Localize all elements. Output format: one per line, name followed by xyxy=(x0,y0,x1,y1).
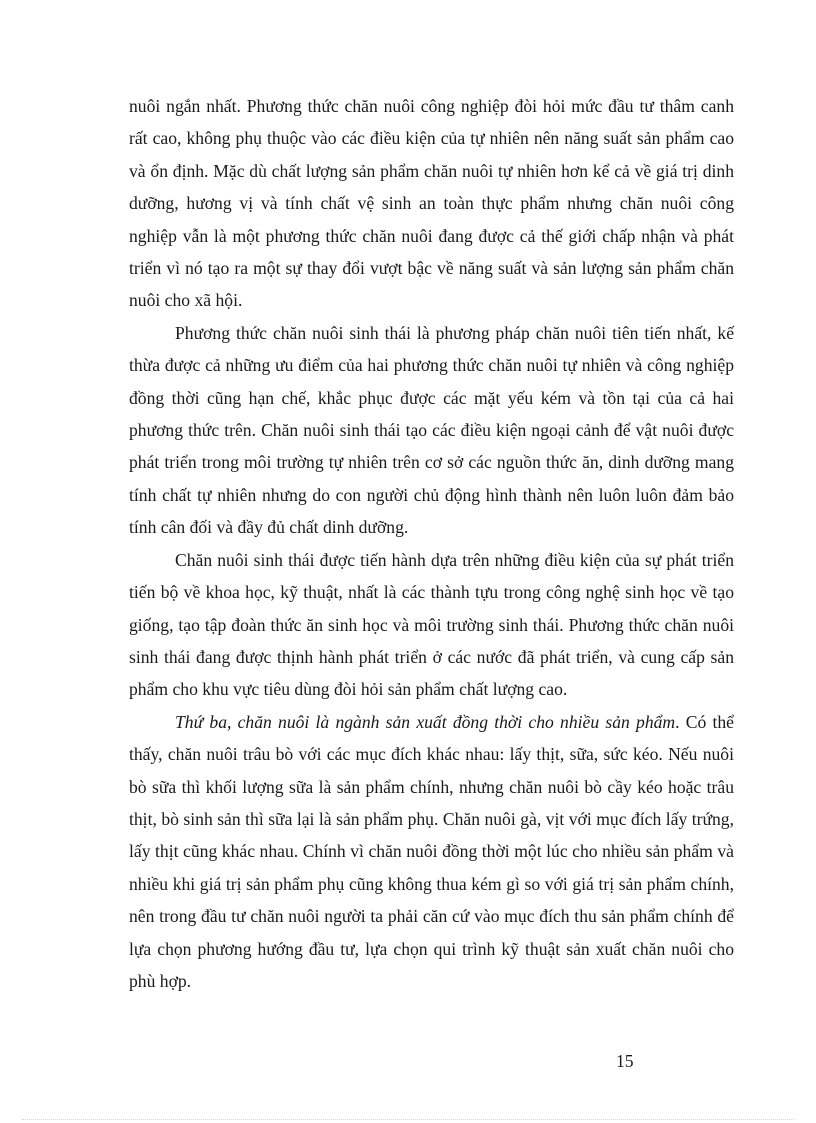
page-number: 15 xyxy=(616,1051,634,1071)
body-text xyxy=(129,90,734,997)
paragraph-body: . Có thể thấy, chăn nuôi trâu bò với các mục đích khác nhau: lấy thịt, sữa, sức kéo. Nếu nuôi bò sữa thì khối lượng sữa là sản phẩm chính, nhưng chăn nuôi bò cầy kéo hoặc trâu thịt, bò sinh sản thì sữa lại là sản phẩm phụ. Chăn nuôi gà, vịt với mục đích lấy trứng, lấy thịt cũng khác nhau. Chính vì chăn nuôi đồng thời một lúc cho nhiều sản phẩm và nhiều khi giá trị sản phẩm phụ cũng không thua kém gì so với giá trị sản phẩm chính, nên trong đầu tư chăn nuôi người ta phải căn cứ vào mục đích thu sản phẩm chính để lựa chọn phương hướng đầu tư, lựa chọn qui trình kỹ thuật sản xuất chăn nuôi cho phù hợp. xyxy=(129,711,734,991)
paragraph-ecological-livestock: Phương thức chăn nuôi sinh thái là phương pháp chăn nuôi tiên tiến nhất, kế thừa được cả những ưu điểm của hai phương thức chăn nuôi tự nhiên và công nghiệp đồng thời cũng hạn chế, khắc phục được các mặt yếu kém và tồn tại của cả hai phương thức trên. Chăn nuôi sinh thái tạo các điều kiện ngoại cảnh để vật nuôi được phát triển trong môi trường tự nhiên trên cơ sở các nguồn thức ăn, dinh dưỡng mang tính chất tự nhiên nhưng do con người chủ động hình thành nên luôn luôn đảm bảo tính cân đối và đầy đủ chất dinh dưỡng. xyxy=(129,322,734,538)
paragraph-third-point xyxy=(129,706,734,998)
page-bottom-divider xyxy=(22,1119,794,1120)
paragraph-ecological-development: Chăn nuôi sinh thái được tiến hành dựa trên những điều kiện của sự phát triển tiến bộ về khoa học, kỹ thuật, nhất là các thành tựu trong công nghệ sinh học về tạo giống, tạo tập đoàn thức ăn sinh học và môi trường sinh thái. Phương thức chăn nuôi sinh thái đang được thịnh hành phát triển ở các nước đã phát triển, và cung cấp sản phẩm cho khu vực tiêu dùng đòi hỏi sản phẩm chất lượng cao. xyxy=(129,549,734,700)
italic-lead-sentence: Thứ ba, chăn nuôi là ngành sản xuất đồng thời cho nhiều sản phẩm xyxy=(175,711,676,732)
paragraph-continuation: nuôi ngắn nhất. Phương thức chăn nuôi công nghiệp đòi hỏi mức đầu tư thâm canh rất cao, không phụ thuộc vào các điều kiện của tự nhiên nên năng suất sản phẩm cao và ổn định. Mặc dù chất lượng sản phẩm chăn nuôi tự nhiên hơn kể cả về giá trị dinh dưỡng, hương vị và tính chất vệ sinh an toàn thực phẩm nhưng chăn nuôi công nghiệp vẫn là một phương thức chăn nuôi đang được cả thế giới chấp nhận và phát triển vì nó tạo ra một sự thay đổi vượt bậc về năng suất và sản lượng sản phẩm chăn nuôi cho xã hội. xyxy=(129,96,734,311)
